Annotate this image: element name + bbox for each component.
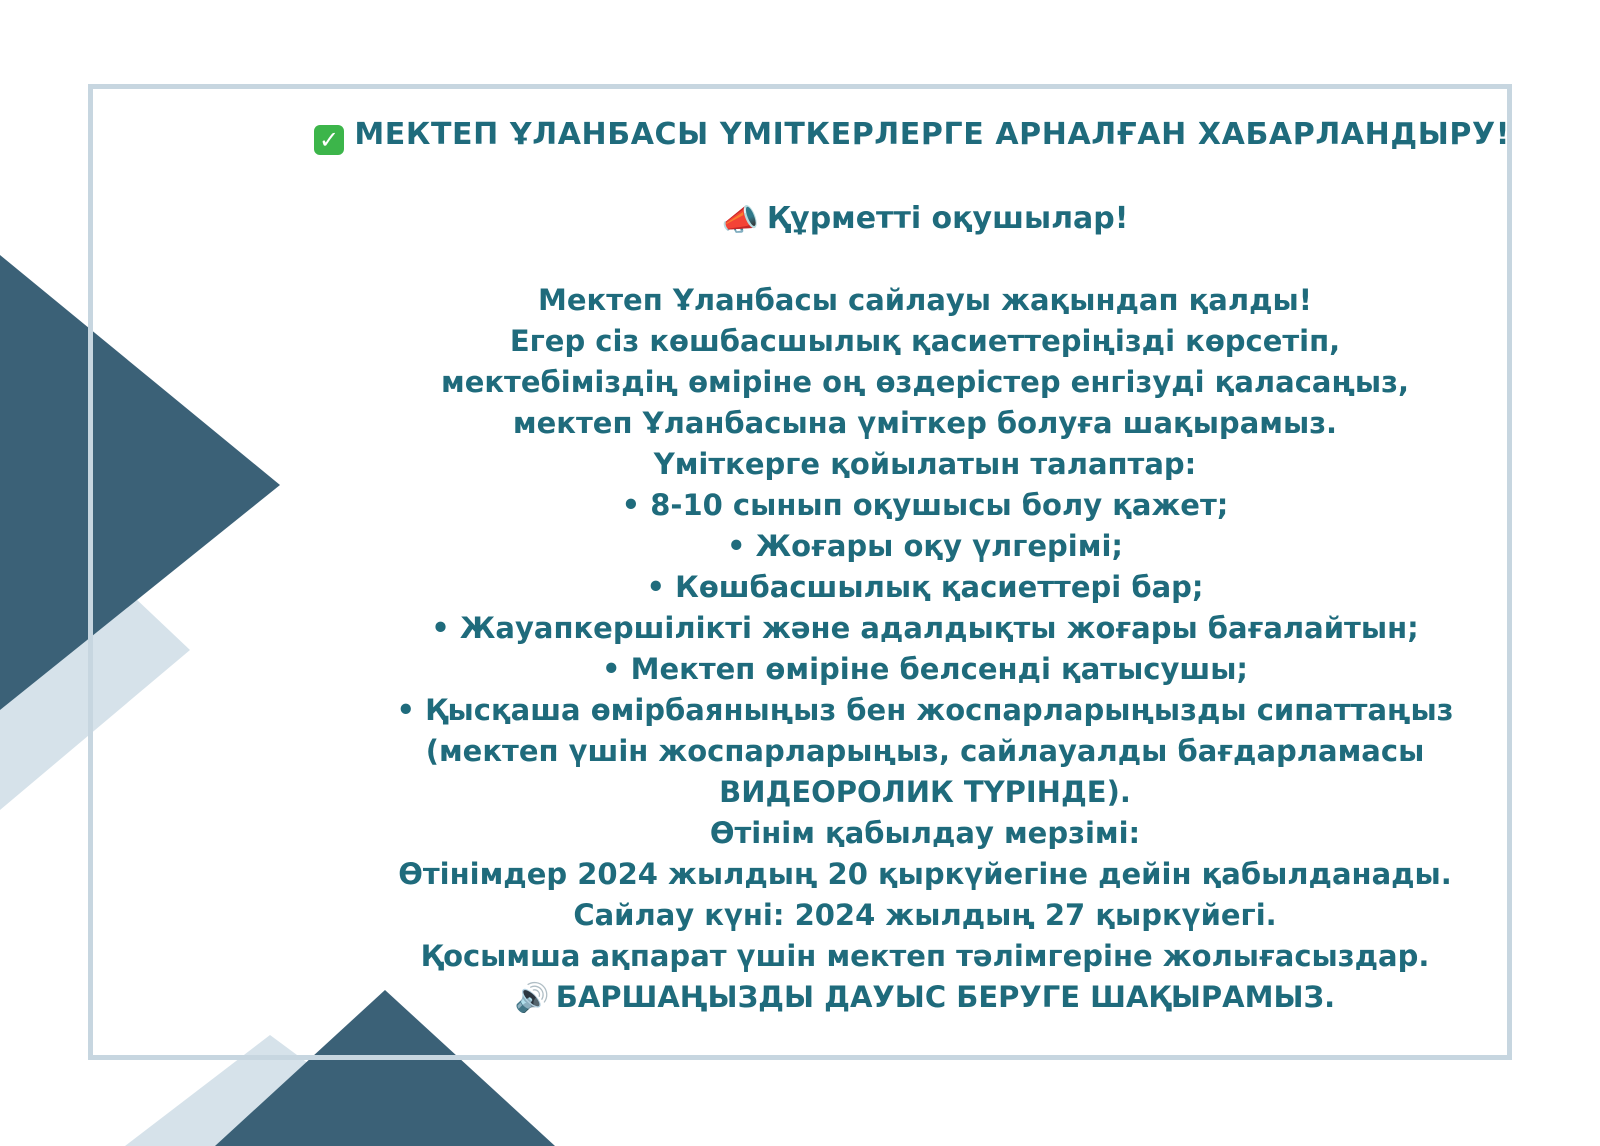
requirement-item-cont: (мектеп үшін жоспарларыңыз, сайлауалды бағдарламасы <box>425 734 1425 768</box>
closing-line <box>270 977 1510 1018</box>
requirement-item: • Қысқаша өмірбаяныңыз бен жоспарларыңызды сипаттаңыз <box>396 693 1454 727</box>
deadline-heading: Өтінім қабылдау мерзімі: <box>709 816 1141 850</box>
requirement-item-cont: ВИДЕОРОЛИК ТҮРІНДЕ). <box>719 775 1131 809</box>
deadline-text: Өтінімдер 2024 жылдың 20 қыркүйегіне дейін қабылданады. <box>398 857 1452 891</box>
greeting-text: Құрметті оқушылар! <box>766 201 1129 236</box>
election-date: Сайлау күні: 2024 жылдың 27 қыркүйегі. <box>573 898 1277 932</box>
contact-info: Қосымша ақпарат үшін мектеп тәлімгеріне жолығасыздар. <box>420 939 1430 973</box>
requirement-item: • Жауапкершілікті және адалдықты жоғары бағалайтын; <box>431 611 1419 645</box>
requirement-item: • Көшбасшылық қасиеттері бар; <box>646 570 1204 604</box>
announcement-body <box>270 280 1510 977</box>
body-line: мектебіміздің өміріне оң өздерістер енгізуді қаласаңыз, <box>440 365 1410 399</box>
speaker-icon: 🔊 <box>514 981 550 1014</box>
body-line: Мектеп Ұланбасы сайлауы жақындап қалды! <box>538 283 1312 317</box>
greeting <box>270 192 1510 248</box>
body-line: Егер сіз көшбасшылық қасиеттеріңізді көрсетіп, <box>509 324 1341 358</box>
announcement <box>270 108 1510 1018</box>
check-mark-icon: ✓ <box>314 125 344 155</box>
announcement-headline <box>270 108 1510 162</box>
requirement-item: • 8-10 сынып оқушысы болу қажет; <box>621 488 1229 522</box>
megaphone-icon: 📣 <box>721 203 759 238</box>
closing-text: БАРШАҢЫЗДЫ ДАУЫС БЕРУГЕ ШАҚЫРАМЫЗ. <box>555 980 1336 1014</box>
requirement-item: • Жоғары оқу үлгерімі; <box>727 529 1123 563</box>
requirements-heading: Үміткерге қойылатын талаптар: <box>653 447 1197 481</box>
headline-text: МЕКТЕП ҰЛАНБАСЫ ҮМІТКЕРЛЕРГЕ АРНАЛҒАН ХАБАРЛАНДЫРУ! <box>354 117 1510 152</box>
requirement-item: • Мектеп өміріне белсенді қатысушы; <box>601 652 1249 686</box>
body-line: мектеп Ұланбасына үміткер болуға шақырамыз. <box>512 406 1338 440</box>
